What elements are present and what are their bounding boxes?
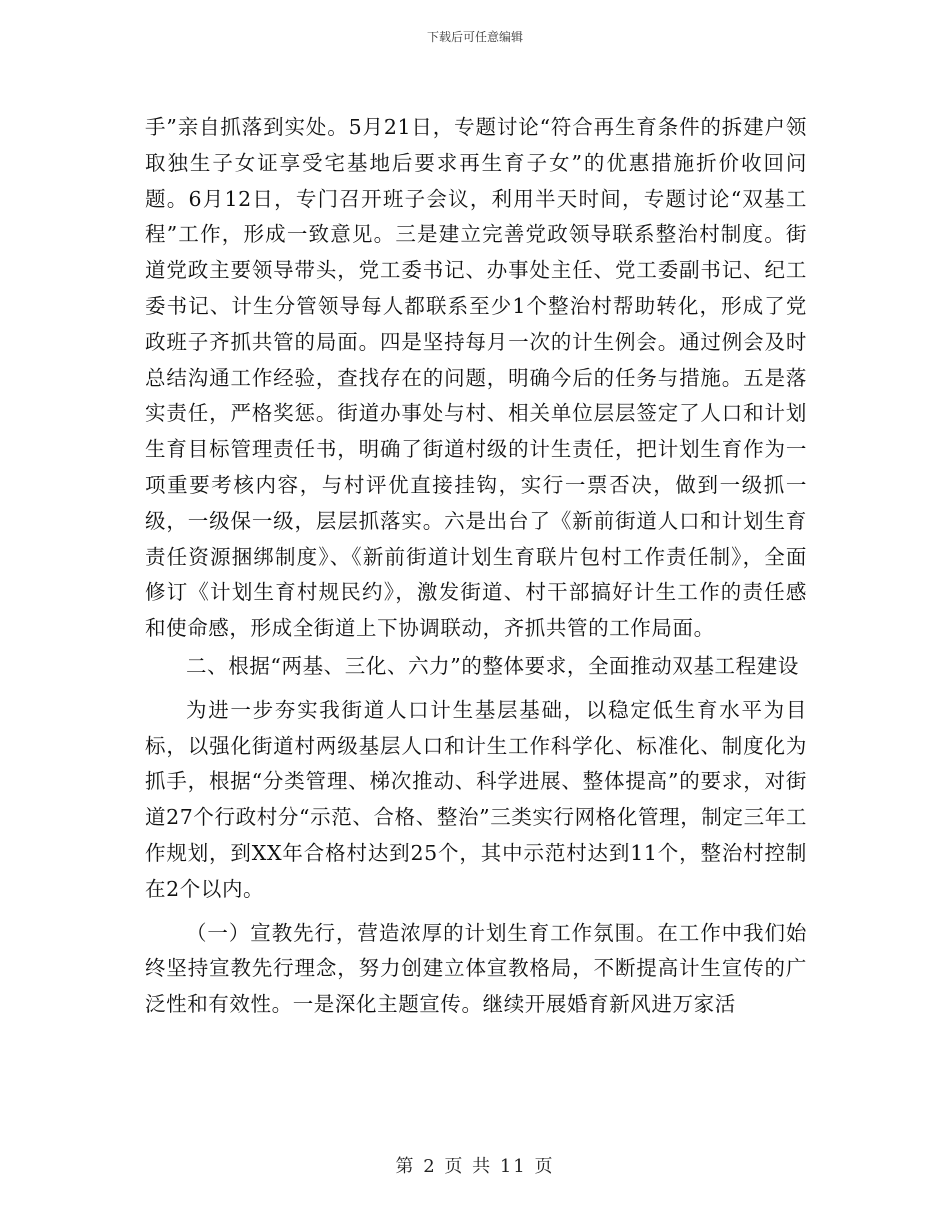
paragraph-intro: 为进一步夯实我街道人口计生基层基础，以稳定低生育水平为目标，以强化街道村两级基层人口和计生工作科学化、标准化、制度化为抓手，根据“分类管理、梯次推动、科学进展、整体提高”的要求，对街道27个行政村分“示范、合格、整治”三类实行网格化管理，制定三年工作规划，到XX年合格村达到25个，其中示范村达到11个，整治村控制在2个以内。 [145, 697, 807, 901]
section-heading: 二、根据“两基、三化、六力”的整体要求，全面推动双基工程建设 [186, 653, 799, 678]
paragraph-continuation: 手”亲自抓落到实处。5月21日，专题讨论“符合再生育条件的拆建户领取独生子女证享受宅基地后要求再生育子女”的优惠措施折价收回问题。6月12日，专门召开班子会议，利用半天时间，专题讨论“双基工程”工作，形成一致意见。三是建立完善党政领导联系整治村制度。街道党政主要领导带头，党工委书记、办事处主任、党工委副书记、纪工委书记、计生分管领导每人都联系至少1个整治村帮助转化，形成了党政班子齐抓共管的局面。四是坚持每月一次的计生例会。通过例会及时总结沟通工作经验，查找存在的问题，明确今后的任务与措施。五是落实责任，严格奖惩。街道办事处与村、相关单位层层签定了人口和计划生育目标管理责任书，明确了街道村级的计生责任，把计划生育作为一项重要考核内容，与村评优直接挂钩，实行一票否决，做到一级抓一级，一级保一级，层层抓落实。六是出台了《新前街道人口和计划生育责任资源捆绑制度》、《新前街道计划生育联片包村工作责任制》，全面修订《计划生育村规民约》，激发街道、村干部搞好计生工作的责任感和使命感，形成全街道上下协调联动，齐抓共管的工作局面。 [145, 115, 807, 641]
paragraph-subsection-1: （一）宣教先行，营造浓厚的计划生育工作氛围。在工作中我们始终坚持宣教先行理念，努力创建立体宣教格局，不断提高计生宣传的广泛性和有效性。一是深化主题宣传。继续开展婚育新风进万家活 [145, 920, 807, 1017]
document-body [145, 110, 807, 1025]
page-header-note: 下载后可任意编辑 [426, 30, 523, 44]
page-number: 第 2 页 共 11 页 [395, 1156, 555, 1177]
